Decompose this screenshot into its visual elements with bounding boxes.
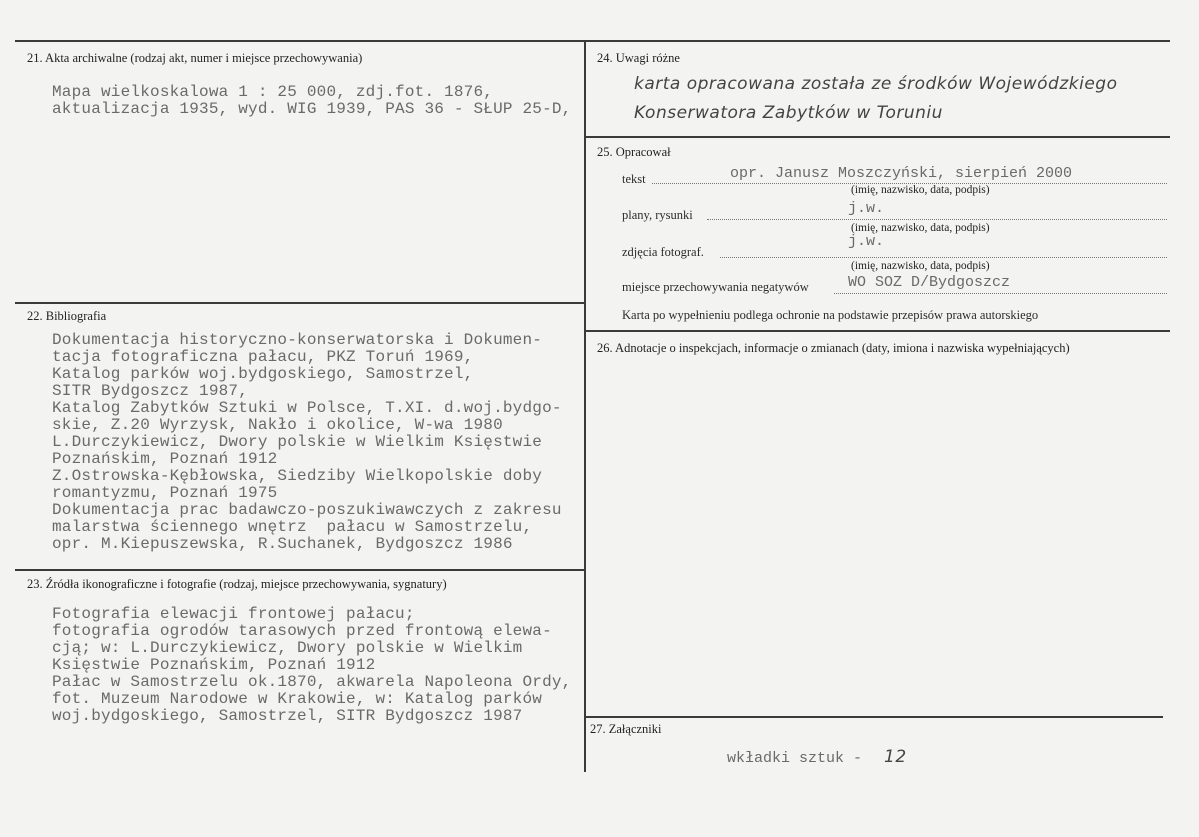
miejsce-value: WO SOZ D/Bydgoszcz [848, 274, 1011, 291]
plany-dotted-line [707, 219, 1167, 220]
miejsce-label: miejsce przechowywania negatywów [622, 280, 809, 294]
rule-22-23 [15, 569, 585, 571]
attachments-typed: wkładki sztuk - [727, 750, 863, 767]
section-24-label: 24. Uwagi różne [597, 51, 680, 65]
section-22-label: 22. Bibliografia [27, 309, 107, 323]
zdjecia-hint: (imię, nazwisko, data, podpis) [851, 260, 990, 272]
copyright-note: Karta po wypełnieniu podlega ochronie na podstawie przepisów prawa autorskiego [622, 308, 1039, 322]
section-26-label: 26. Adnotacje o inspekcjach, informacje o zmianach (daty, imiona i nazwiska wypełniających) [597, 341, 1070, 355]
section-22-text: Dokumentacja historyczno-konserwatorska i Dokumen- tacja fotograficzna pałacu, PKZ Toruń 1969, Katalog parków woj.bydgoskiego, Samostrzel, SITR Bydgoszcz 1987, Katalog Zabytków Sztuki w Polsce, T.XI. d.woj.bydgo- skie, Z.20 Wyrzysk, Nakło i okolice, W-wa 1980 L.Durczykiewicz, Dwory polskie w Wielkim Księstwie Poznańskim, Poznań 1912 Z.Ostrowska-Kębłowska, Siedziby Wielkopolskie doby romantyzmu, Poznań 1975 Dokumentacja prac badawczo-poszukiwawczych z zakresu malarstwa ściennego wnętrz pałacu w Samostrzelu, opr. M.Kiepuszewska, R.Suchanek, Bydgoszcz 1986 [52, 331, 562, 553]
section-23-text: Fotografia elewacji frontowej pałacu; fotografia ogrodów tarasowych przed frontową elewa- cją; w: L.Durczykiewicz, Dwory polskie w Wielkim Księstwie Poznańskim, Poznań 1912 Pałac w Samostrzelu ok.1870, akwarela Napoleona Ordy, fot. Muzeum Narodowe w Krakowie, w: Katalog parków woj.bydgoskiego, Samostrzel, SITR Bydgoszcz 1987 [52, 605, 572, 725]
plany-hint: (imię, nazwisko, data, podpis) [851, 222, 990, 234]
section-21-label: 21. Akta archiwalne (rodzaj akt, numer i miejsce przechowywania) [27, 51, 363, 65]
center-divider [584, 40, 586, 772]
section-24-handwriting-line2: Konserwatora Zabytków w Toruniu [634, 103, 943, 123]
section-21-text: Mapa wielkoskalowa 1 : 25 000, zdj.fot. 1876, aktualizacja 1935, wyd. WIG 1939, PAS 36 - SŁUP 25-D, [52, 83, 572, 118]
section-27-label: 27. Załączniki [590, 722, 662, 736]
rule-25-26 [585, 330, 1170, 332]
section-23-label: 23. Źródła ikonograficzne i fotografie (rodzaj, miejsce przechowywania, sygnatury) [27, 577, 447, 591]
rule-24-25 [585, 136, 1170, 138]
rule-26-27 [585, 716, 1163, 718]
miejsce-dotted-line [834, 293, 1167, 294]
tekst-hint: (imię, nazwisko, data, podpis) [851, 184, 990, 196]
section-24-handwriting-line1: karta opracowana została ze środków Wojewódzkiego [634, 74, 1118, 94]
top-rule [15, 40, 1170, 42]
plany-value: j.w. [848, 200, 885, 217]
rule-21-22 [15, 302, 585, 304]
tekst-label: tekst [622, 172, 646, 186]
zdjecia-dotted-line [720, 257, 1167, 258]
section-25-label: 25. Opracował [597, 145, 671, 159]
attachments-count: 12 [884, 747, 907, 767]
plany-label: plany, rysunki [622, 208, 693, 222]
zdjecia-value: j.w. [848, 233, 885, 250]
zdjecia-label: zdjęcia fotograf. [622, 245, 704, 259]
tekst-value: opr. Janusz Moszczyński, sierpień 2000 [730, 165, 1073, 182]
